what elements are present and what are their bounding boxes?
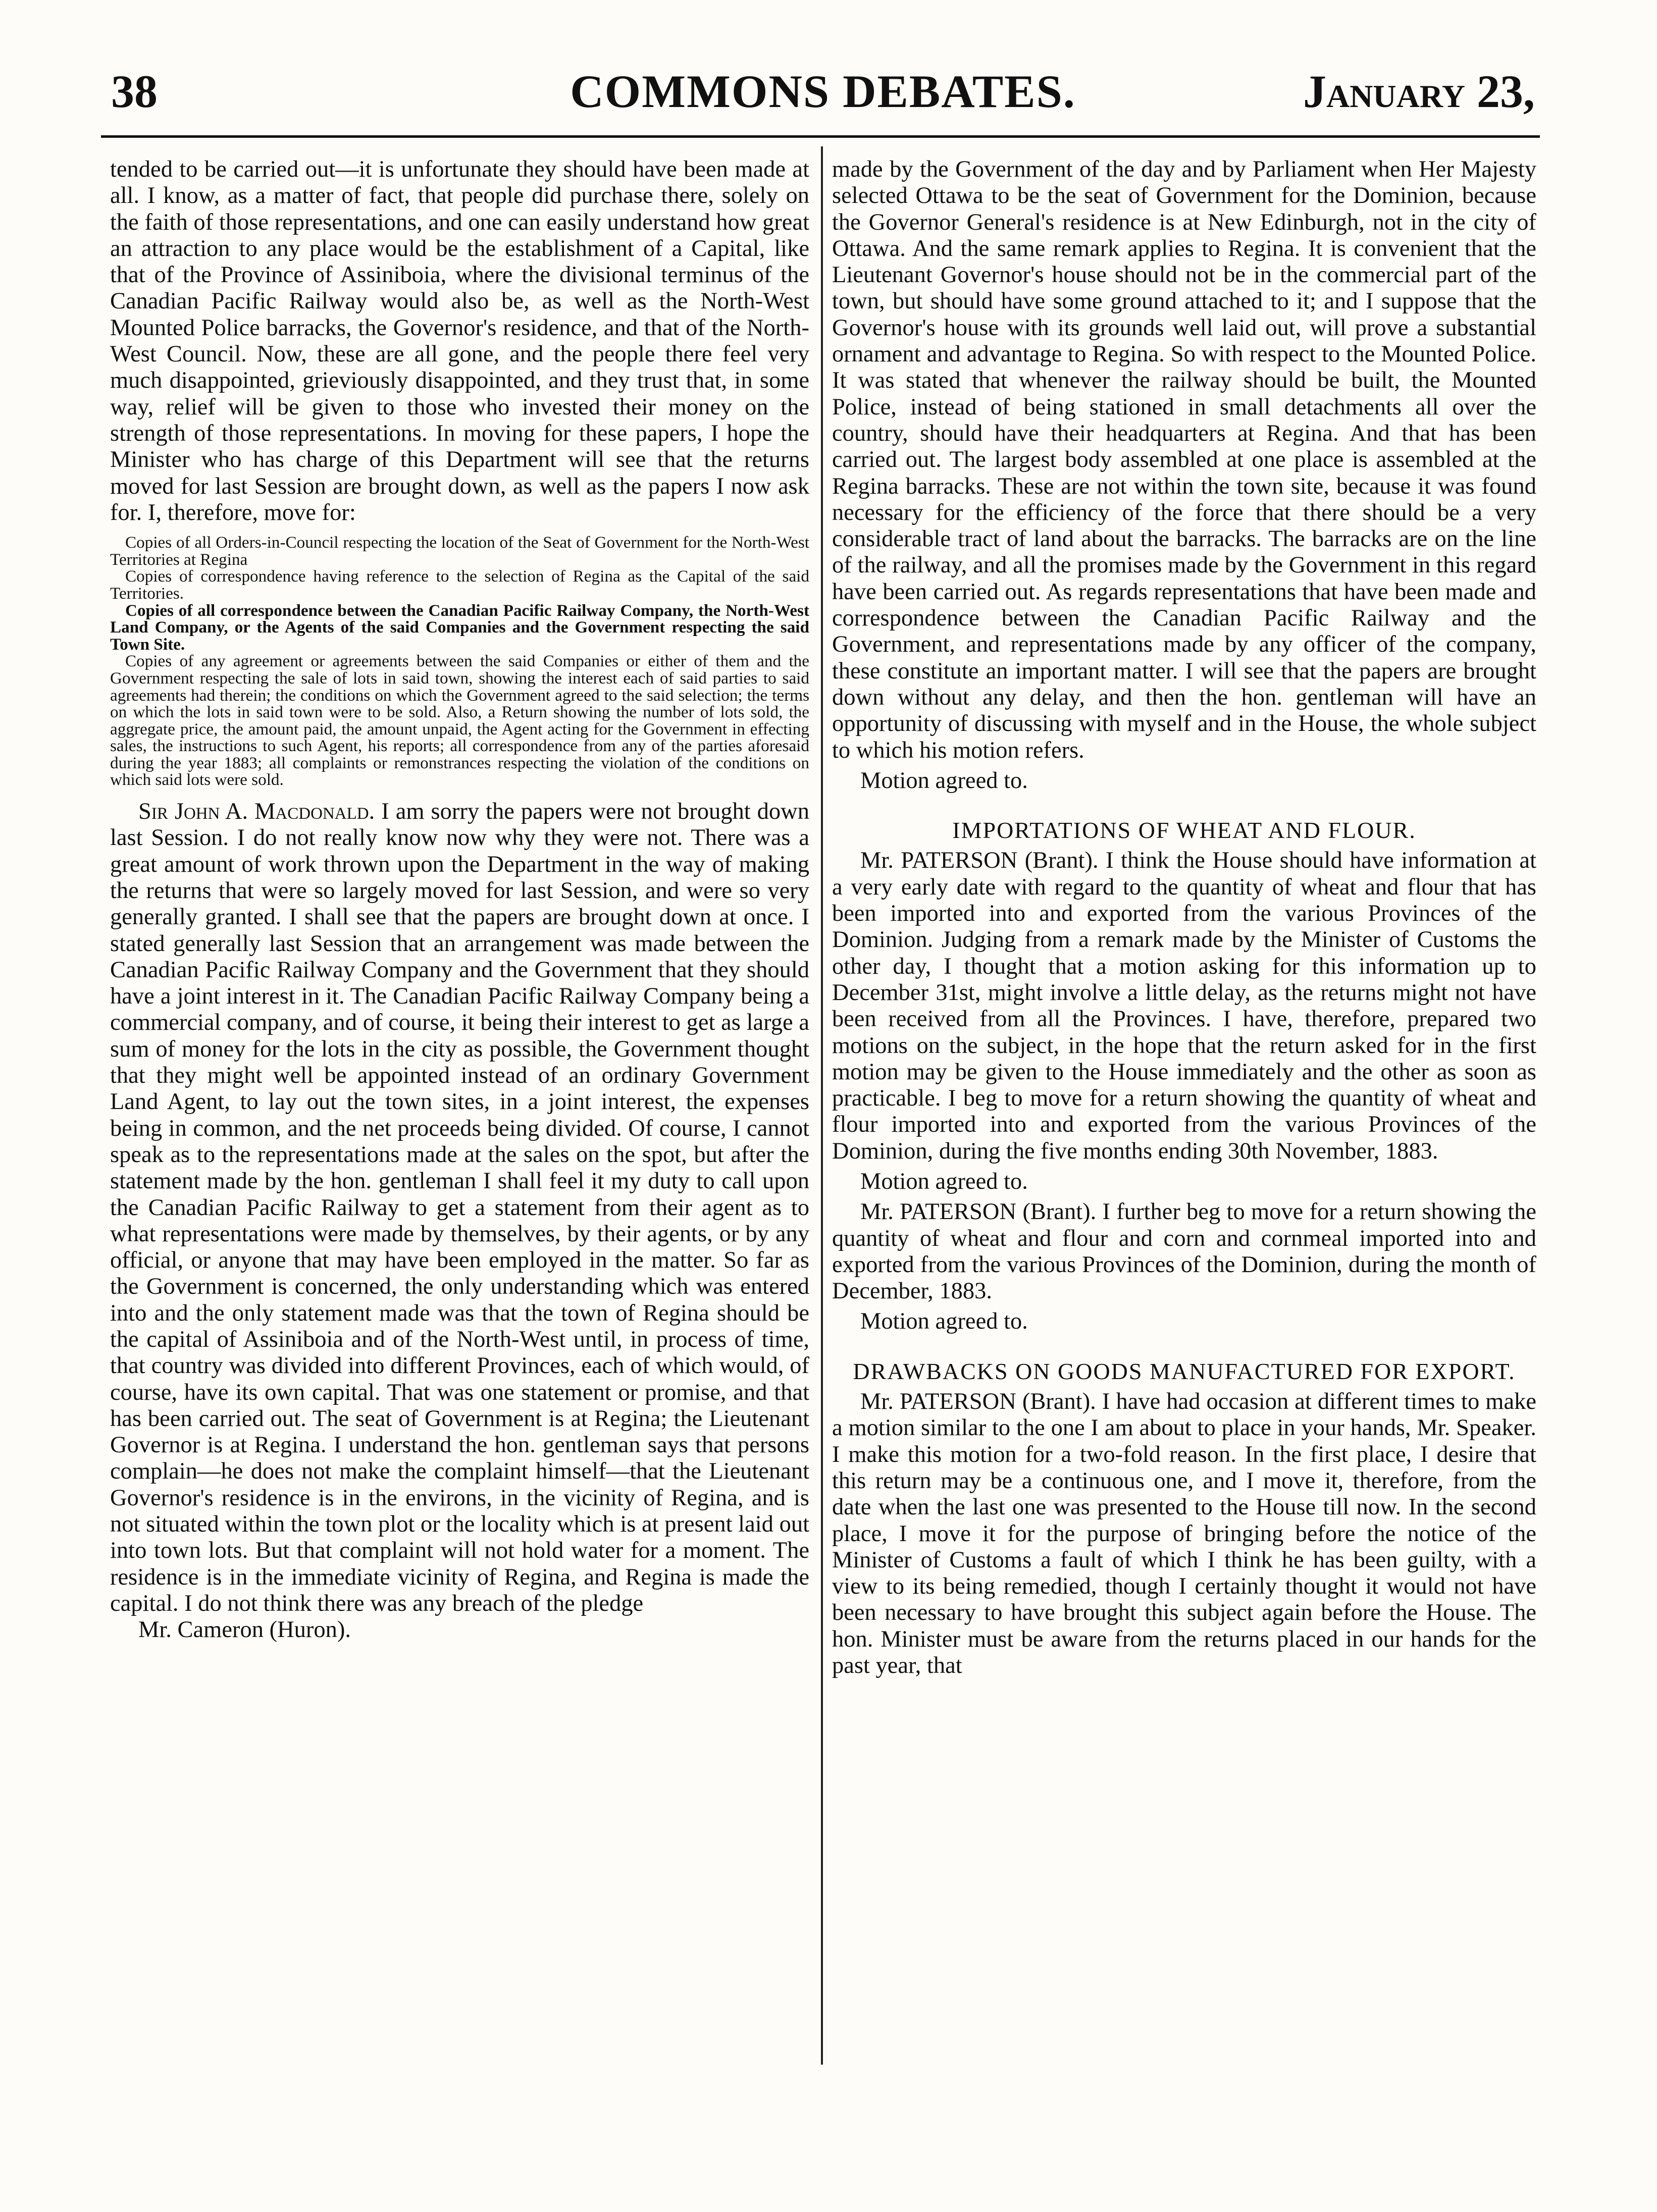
paragraph: made by the Government of the day and by Parliament when Her Majesty selected Ottawa to be the seat of Government for the Dominion, because the Governor General's residence is at New Edinburgh, not in the city of Ottawa. And the same remark applies to Regina. It is convenient that the Lieutenant Governor's house should not be in the commercial part of the town, but should have some ground attached to it; and I suppose that the Governor's house with its grounds well laid out, will prove a substantial ornament and advantage to Regina. So with respect to the Mounted Police. It was stated that whenever the railway should be built, the Mounted Police, instead of being stationed in small detachments all over the country, should have their headquarters at Regina. And that has been carried out. The largest body assembled at one place is assembled at the Regina barracks. These are not within the town site, because it was found necessary for the efficiency of the force that there should be a very considerable tract of land about the barracks. The barracks are on the line of the railway, and all the promises made by the Government in this regard have been carried out. As regards representations that have been made and correspondence between the Canadian Pacific Railway and the Government, and representations made by any officer of the company, these constitute an important matter. I will see that the papers are brought down without any delay, and then the hon. gentleman will have an opportunity of discussing with myself and in the House, the whole subject to which his motion refers.	[832, 156, 1536, 763]
motion-item: Copies of any agreement or agreements between the said Companies or either of them and the Government respecting the sale of lots in said town, showing the interest each of said parties to said agreements had therein; the conditions on which the Government agreed to the said selection; the terms on which the lots in said town were to be sold. Also, a Return showing the number of lots sold, the aggregate price, the amount paid, the amount unpaid, the Agent acting for the Government in effecting sales, the instructions to such Agent, his reports; all correspondence from any of the parties aforesaid during the year 1883; all complaints or remonstrances respecting the violation of the conditions on which said lots were sold.	[110, 652, 809, 789]
speech	[832, 848, 1536, 1165]
motion-agreed: Motion agreed to.	[860, 767, 1028, 794]
section-heading: DRAWBACKS ON GOODS MANUFACTURED FOR EXPORT.	[853, 1358, 1516, 1384]
speaker-name: Mr. PATERSON (Brant).	[860, 1199, 1097, 1225]
speech	[832, 1199, 1536, 1304]
motion-item: Copies of all Orders-in-Council respecting the location of the Seat of Government for the North-West Territories at Regina	[110, 533, 809, 569]
motion-item: Copies of all correspondence between the Canadian Pacific Railway Company, the North-West Land Company, or the Agents of the said Companies and the Government respecting the said Town Site.	[110, 601, 809, 654]
section-heading: IMPORTATIONS OF WHEAT AND FLOUR.	[952, 817, 1416, 844]
speech-text: I further beg to move for a return showing the quantity of wheat and flour and corn and cornmeal imported into and exported from the various Provinces of the Dominion, during the month of December, 1883.	[832, 1199, 1537, 1304]
speaker-name: Sir John A. Macdonald.	[138, 799, 375, 825]
speaker-name: Mr. PATERSON (Brant).	[860, 848, 1099, 874]
speech	[832, 1389, 1536, 1679]
motion-agreed: Motion agreed to.	[860, 1168, 1028, 1194]
header-rule	[101, 135, 1540, 138]
page-date: January 23,	[1303, 66, 1535, 117]
motion-list	[110, 534, 809, 788]
publication-title: COMMONS DEBATES.	[570, 66, 1076, 117]
motion-agreed: Motion agreed to.	[860, 1308, 1028, 1335]
page-header	[111, 65, 1535, 125]
speaker-name: Mr. PATERSON (Brant).	[860, 1389, 1096, 1415]
speech-text: I am sorry the papers were not brought down last Session. I do not really know now why they were not. There was a great amount of work thrown upon the Department in the way of making the returns that were so largely moved for last Session, and were so very generally granted. I shall see that the papers are brought down at once. I stated generally last Session that an arrangement was made between the Canadian Pacific Railway Company and the Government that they should have a joint interest in it. The Canadian Pacific Railway Company being a commercial company, and of course, it being their interest to get as large a sum of money for the lots in the city as possible, the Government thought that they might well be appointed instead of an ordinary Government Land Agent, to lay out the town sites, in a joint interest, the expenses being in common, and the net proceeds being divided. Of course, I cannot speak as to the representations made at the sales on the spot, but after the statement made by the hon. gentleman I shall feel it my duty to call upon the Canadian Pacific Railway to get a statement from their agent as to what representations were made by themselves, by their agents, or by any official, or anyone that may have been employed in the matter. So far as the Government is concerned, the only understanding which was entered into and the only statement made was that the town of Regina should be the capital of Assiniboia and of the North-West until, in process of time, that country was divided into different Provinces, each of which would, of course, have its own capital. That was one statement or promise, and that has been carried out. The seat of Government is at Regina; the Lieutenant Governor is at Regina. I understand the hon. gentleman says that persons complain—he does not make the complaint himself—that the Lieutenant Governor's residence is in the environs, in the vicinity of Regina, and is not situated within the town plot or the locality which is at present laid out into town lots. But that complaint will not hold water for a moment. The residence is in the immediate vicinity of Regina, and Regina is made the capital. I do not think there was any breach of the pledge	[110, 799, 809, 1616]
running-foot-speaker: Mr. Cameron (Huron).	[138, 1617, 351, 1643]
right-column	[832, 156, 1536, 1679]
paragraph: tended to be carried out—it is unfortunate they should have been made at all. I know, as a matter of fact, that people did purchase there, solely on the faith of those representations, and one can easily understand how great an attraction to any place would be the establishment of a Capital, like that of the Province of Assiniboia, where the divisional terminus of the Canadian Pacific Railway would also be, as well as the North-West Mounted Police barracks, the Governor's residence, and that of the North-West Council. Now, these are all gone, and the people there feel very much disappointed, grieviously disappointed, and they trust that, in some way, relief will be given to those who invested their money on the strength of those representations. In moving for these papers, I hope the Minister who has charge of this Department will see that the returns moved for last Session are brought down, as well as the papers I now ask for. I, therefore, move for:	[110, 156, 809, 525]
speech	[110, 799, 809, 1617]
column-divider	[821, 146, 823, 2065]
speech-text: I have had occasion at different times to make a motion similar to the one I am about to place in your hands, Mr. Speaker. I make this motion for a two-fold reason. In the first place, I desire that this return may be a continuous one, and I move it, therefore, from the date when the last one was presented to the House till now. In the second place, I move it for the purpose of bringing before the notice of the Minister of Customs a fault of which I think he has been guilty, with a view to its being remedied, though I certainly thought it would not have been necessary to have brought this subject again before the House. The hon. Minister must be aware from the returns placed in our hands for the past year, that	[832, 1389, 1536, 1679]
page-number: 38	[111, 66, 158, 117]
motion-item: Copies of correspondence having reference to the selection of Regina as the Capital of the said Territories.	[110, 567, 809, 603]
left-column	[110, 156, 809, 1644]
speech-text: I think the House should have information at a very early date with regard to the quantity of wheat and flour that has been imported into and exported from the various Provinces of the Dominion. Judging from a remark made by the Minister of Customs the other day, I thought that a motion asking for this information up to December 31st, might involve a little delay, as the returns might not have been received from all the Provinces. I have, therefore, prepared two motions on the subject, in the hope that the return asked for in the first motion may be given to the House immediately and the other as soon as practicable. I beg to move for a return showing the quantity of wheat and flour imported into and exported from the various Provinces of the Dominion, during the five months ending 30th November, 1883.	[832, 848, 1536, 1164]
